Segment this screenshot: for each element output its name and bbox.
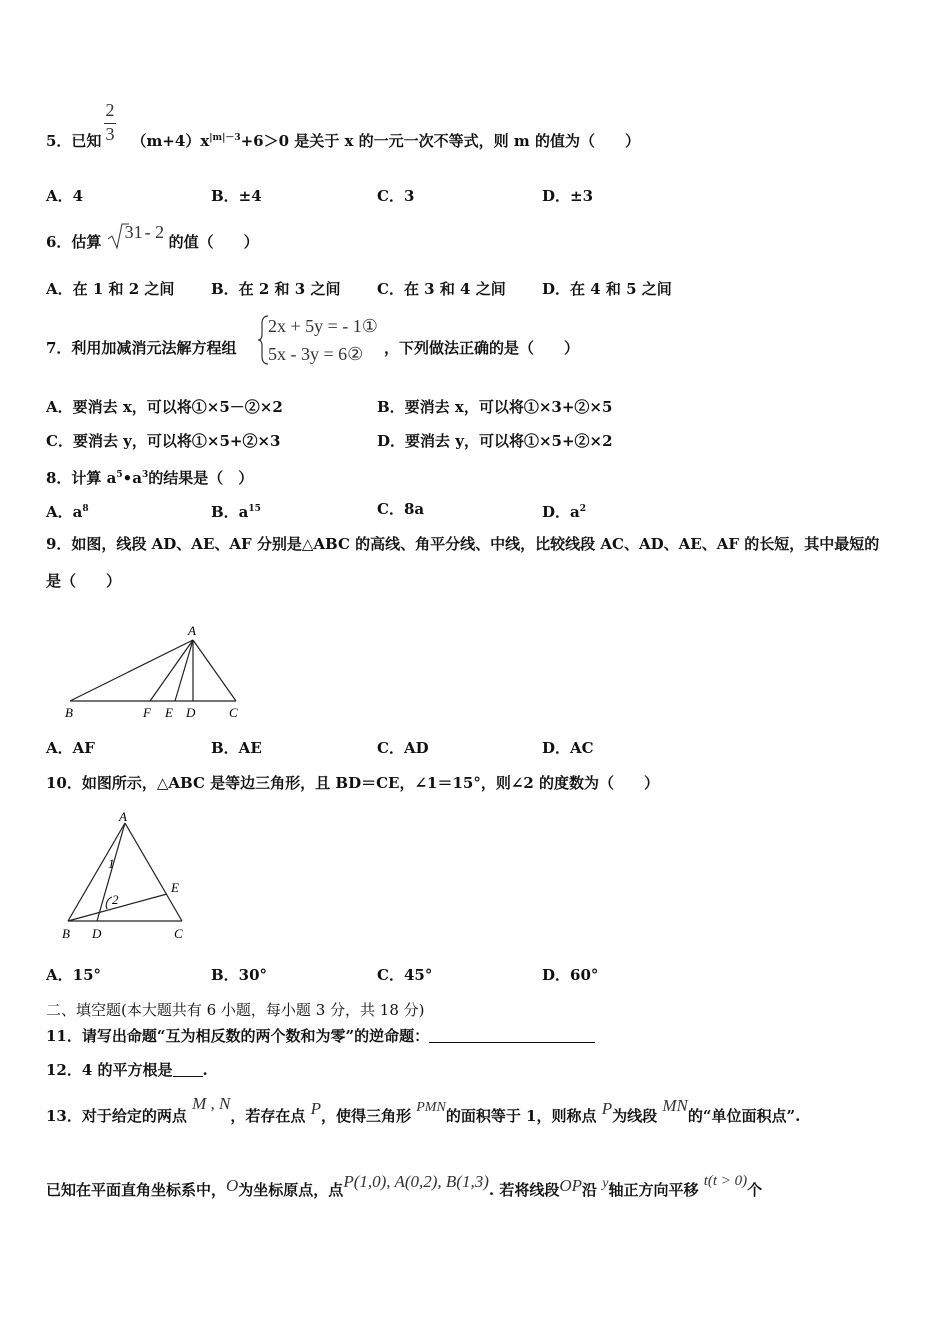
q5-option-b: B．±4 [211, 187, 262, 205]
q7-equation-1: 2x + 5y = - 1① [268, 316, 378, 336]
q8-option-d [542, 499, 586, 522]
q8-text-a: 8．计算 a [46, 469, 117, 487]
q9-triangle-figure [55, 620, 255, 725]
label-e: E [171, 880, 179, 895]
q10-option-b: B．30° [211, 966, 268, 984]
q7-option-c: C．要消去 y，可以将①×5+②×3 [46, 432, 281, 450]
q13-point-p-2: P [601, 1099, 613, 1118]
label-b: B [62, 926, 70, 941]
q13-text-7: 已知在平面直角坐标系中， [46, 1181, 227, 1199]
q6-stem [46, 222, 259, 252]
q5-option-d: D．±3 [542, 187, 594, 205]
q6-option-a: A．在 1 和 2 之间 [46, 280, 175, 298]
q9-stem-line-1: 9．如图，线段 AD、AE、AF 分别是△ABC 的高线、角平分线、中线，比较线段 AC、AD、AE、AF 的长短，其中最短的 [46, 535, 880, 553]
q13-triangle-pmn: PMN [416, 1100, 446, 1115]
q7-suffix: ，下列做法正确的是（ ） [384, 339, 580, 357]
q6-option-c: C．在 3 和 4 之间 [377, 280, 506, 298]
q10-triangle-figure [55, 808, 205, 948]
q6-option-b: B．在 2 和 3 之间 [211, 280, 341, 298]
q13-text-9: . 若将线段 [488, 1181, 560, 1199]
q8-option-a-exp: 8 [82, 504, 89, 514]
q5-stem [46, 128, 640, 151]
q7-option-b: B．要消去 x，可以将①×3+②×5 [377, 398, 613, 416]
label-d: D [186, 705, 196, 720]
q13-text-2: ，若存在点 [230, 1107, 306, 1125]
q5-option-c: C．3 [377, 187, 415, 205]
q6-option-d: D．在 4 和 5 之间 [542, 280, 672, 298]
q6-minus-two: - 2 [144, 222, 165, 242]
q13-line-1 [46, 1094, 801, 1128]
segment-ab [70, 640, 193, 701]
q13-axis-y: y [602, 1176, 609, 1191]
label-a: A [188, 623, 196, 638]
segment-af [150, 640, 193, 701]
q7-equation-2: 5x - 3y = 6② [268, 344, 364, 364]
q13-text-11: 轴正方向平移 [608, 1181, 699, 1199]
q13-text-1: 13．对于给定的两点 [46, 1107, 187, 1125]
q10-option-d: D．60° [542, 966, 599, 984]
q9-option-c: C．AD [377, 739, 429, 757]
q6-prefix: 6．估算 [46, 233, 102, 251]
q6-radical [107, 222, 169, 252]
label-d: D [92, 926, 102, 941]
label-c: C [229, 705, 238, 720]
q13-text-10: 沿 [582, 1181, 598, 1199]
q13-text-4: 的面积等于 1，则称点 [445, 1107, 597, 1125]
q12-text: 12．4 的平方根是 [46, 1061, 173, 1079]
q13-text-6: 的“单位面积点”. [687, 1107, 801, 1125]
q7-prefix: 7．利用加减消元法解方程组 [46, 339, 237, 357]
q6-radicand: 31 [124, 222, 143, 242]
q13-text-3: ，使得三角形 [321, 1107, 412, 1125]
label-a: A [119, 809, 127, 824]
q12-period: . [202, 1061, 208, 1079]
segment-ac [193, 640, 236, 701]
q5-expr-a: （m+4）x [131, 132, 210, 150]
q5-number: 5．已知 [46, 132, 102, 150]
q13-segment-mn: MN [662, 1096, 688, 1115]
q8-option-a-base: A．a [46, 503, 83, 521]
q10-stem: 10．如图所示，△ABC 是等边三角形，且 BD＝CE，∠1＝15°，则∠2 的度数为（ ） [46, 774, 660, 792]
label-f: F [143, 705, 151, 720]
q11-text: 11．请写出命题“互为相反数的两个数和为零”的逆命题： [46, 1027, 430, 1045]
q13-origin-o: O [226, 1176, 239, 1195]
q5-fraction-numerator: 2 [105, 100, 115, 120]
q13-text-8: 为坐标原点，点 [238, 1181, 344, 1199]
q13-segment-op: OP [559, 1176, 582, 1195]
q13-point-p: P [310, 1099, 321, 1118]
q9-option-a: A．AF [46, 739, 95, 757]
q5-option-a: A．4 [46, 187, 84, 205]
angle-2-label: 2 [112, 892, 119, 907]
q12-answer-blank [173, 1062, 203, 1077]
q8-option-d-base: D．a [542, 503, 580, 521]
q10-option-a: A．15° [46, 966, 102, 984]
q9-option-d: D．AC [542, 739, 594, 757]
q13-points-pab: P(1,0), A(0,2), B(1,3) [343, 1172, 489, 1191]
label-c: C [174, 926, 183, 941]
q13-text-5: 为线段 [612, 1107, 658, 1125]
q13-points-mn: M , N [192, 1094, 231, 1113]
q8-option-c: C．8a [377, 500, 425, 518]
q9-option-b: B．AE [211, 739, 262, 757]
segment-ae [175, 640, 193, 701]
q5-fraction-denominator: 3 [105, 124, 115, 144]
q8-option-d-exp: 2 [579, 504, 586, 514]
q8-dot: •a [122, 469, 142, 487]
label-e: E [165, 705, 173, 720]
q11-answer-blank [429, 1028, 595, 1043]
q12-stem [46, 1060, 208, 1080]
q8-option-b-exp: 15 [248, 504, 261, 514]
q8-exp-1: 5 [116, 470, 123, 480]
q8-exp-2: 3 [141, 470, 149, 480]
q8-option-b-base: B．a [211, 503, 249, 521]
segment-ac [125, 823, 182, 921]
angle-1-label: 1 [108, 856, 115, 871]
q7-option-d: D．要消去 y，可以将①×5+②×2 [377, 432, 613, 450]
q8-option-b [211, 499, 261, 522]
q8-text-b: 的结果是（ ） [148, 469, 254, 487]
q10-option-c: C．45° [377, 966, 433, 984]
q5-expr-b: +6＞0 是关于 x 的一元一次不等式，则 m 的值为（ ） [240, 132, 640, 150]
q13-line-2 [46, 1172, 763, 1202]
q8-option-a [46, 499, 89, 522]
q6-suffix: 的值（ ） [168, 233, 259, 251]
q11-stem [46, 1026, 595, 1046]
q9-stem-line-2: 是（ ） [46, 572, 122, 590]
q7-option-a: A．要消去 x，可以将①×5－②×2 [46, 398, 283, 416]
q13-text-12: 个 [747, 1181, 763, 1199]
q8-stem [46, 465, 253, 488]
q5-exponent: |m|－3 [209, 133, 241, 143]
label-b: B [65, 705, 73, 720]
section-2-heading: 二、填空题(本大题共有 6 小题，每小题 3 分，共 18 分) [46, 1001, 425, 1019]
q13-distance-t: t(t > 0) [703, 1173, 748, 1189]
